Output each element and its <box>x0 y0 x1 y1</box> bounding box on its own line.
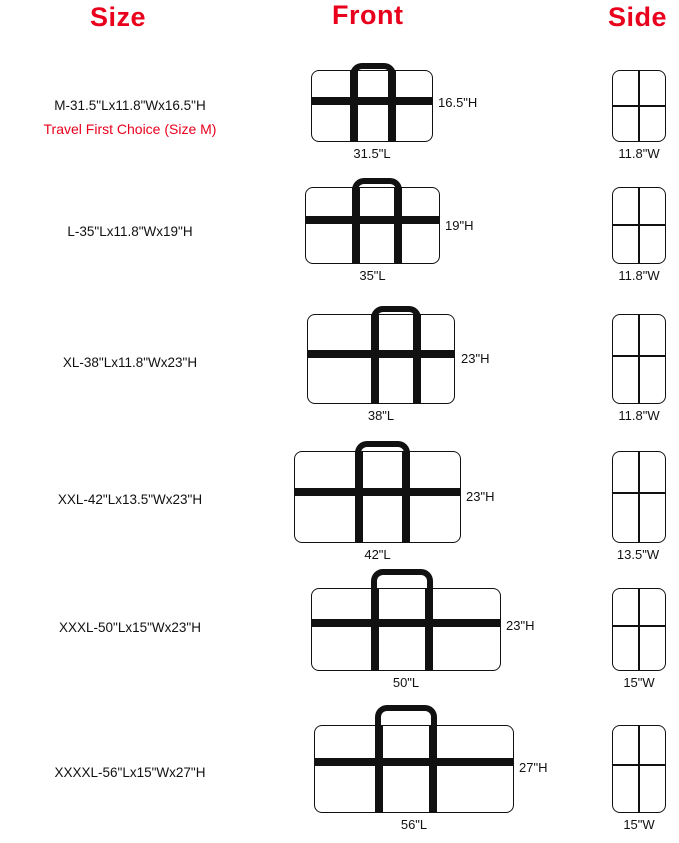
dim-height: 27"H <box>519 760 548 775</box>
bag-side-view <box>612 314 666 404</box>
bag-body <box>305 187 440 264</box>
dim-height: 23"H <box>466 489 495 504</box>
side-divider-vertical <box>638 452 640 542</box>
side-divider-vertical <box>638 315 640 403</box>
dim-width: 11.8"W <box>618 268 660 283</box>
row-size-label: XL-38"Lx11.8"Wx23"H <box>62 355 198 370</box>
table-row <box>0 700 679 840</box>
bag-strap-vertical-right <box>425 588 433 671</box>
bag-strap-horizontal <box>311 619 501 627</box>
bag-strap-vertical-left <box>355 451 363 543</box>
row-size-note: Travel First Choice (Size M) <box>43 121 217 137</box>
dim-width: 15"W <box>623 817 655 832</box>
bag-side-view <box>612 187 666 264</box>
dim-height: 19"H <box>445 218 474 233</box>
dim-width: 11.8"W <box>618 146 660 161</box>
table-row <box>0 565 679 695</box>
bag-strap-vertical-right <box>388 70 396 142</box>
row-size-label: XXXXL-56"Lx15"Wx27"H <box>54 765 206 780</box>
bag-strap-vertical-right <box>394 187 402 264</box>
bag-strap-vertical-left <box>352 187 360 264</box>
bag-body <box>311 70 433 142</box>
bag-strap-horizontal <box>307 350 455 358</box>
row-size-label: XXL-42"Lx13.5"Wx23"H <box>57 492 203 507</box>
bag-side-view <box>612 70 666 142</box>
dim-length: 50"L <box>392 675 420 690</box>
table-row <box>0 437 679 562</box>
bag-strap-horizontal <box>294 488 461 496</box>
bag-strap-horizontal <box>311 97 433 105</box>
dim-height: 16.5"H <box>438 95 478 110</box>
dim-length: 42"L <box>364 547 391 562</box>
row-size-label: L-35"Lx11.8"Wx19"H <box>67 224 193 239</box>
bag-side-view <box>612 451 666 543</box>
table-row <box>0 300 679 423</box>
side-divider-horizontal <box>613 492 665 494</box>
dim-height: 23"H <box>461 351 490 366</box>
dim-length: 56"L <box>400 817 428 832</box>
header-front: Front <box>332 0 404 30</box>
dim-height: 23"H <box>506 618 535 633</box>
bag-strap-vertical-left <box>371 314 379 404</box>
bag-strap-horizontal <box>314 758 514 766</box>
bag-strap-vertical-left <box>371 588 379 671</box>
dim-width: 11.8"W <box>618 408 660 423</box>
bag-strap-vertical-left <box>350 70 358 142</box>
bag-strap-vertical-right <box>429 725 437 813</box>
bag-body <box>307 314 455 404</box>
bag-strap-vertical-right <box>413 314 421 404</box>
side-divider-horizontal <box>613 764 665 766</box>
table-row <box>0 56 679 166</box>
row-size-label: XXXL-50"Lx15"Wx23"H <box>59 620 201 635</box>
dim-length: 38"L <box>367 408 395 423</box>
side-divider-horizontal <box>613 224 665 226</box>
side-divider-horizontal <box>613 625 665 627</box>
side-divider-vertical <box>638 589 640 670</box>
table-row <box>0 178 679 288</box>
bag-body <box>294 451 461 543</box>
dim-width: 15"W <box>623 675 655 690</box>
bag-side-view <box>612 588 666 671</box>
bag-body <box>314 725 514 813</box>
chart-header <box>0 0 679 44</box>
row-size-label: M-31.5"Lx11.8"Wx16.5"H <box>54 98 206 113</box>
dim-width: 13.5"W <box>616 547 660 562</box>
header-size: Size <box>90 2 147 32</box>
bag-body <box>311 588 501 671</box>
side-divider-vertical <box>638 726 640 812</box>
bag-strap-vertical-left <box>375 725 383 813</box>
dim-length: 35"L <box>359 268 386 283</box>
bag-strap-horizontal <box>305 216 440 224</box>
bag-strap-vertical-right <box>402 451 410 543</box>
bag-side-view <box>612 725 666 813</box>
dim-length: 31.5"L <box>353 146 391 161</box>
side-divider-horizontal <box>613 105 665 107</box>
header-side: Side <box>608 2 668 32</box>
side-divider-horizontal <box>613 355 665 357</box>
